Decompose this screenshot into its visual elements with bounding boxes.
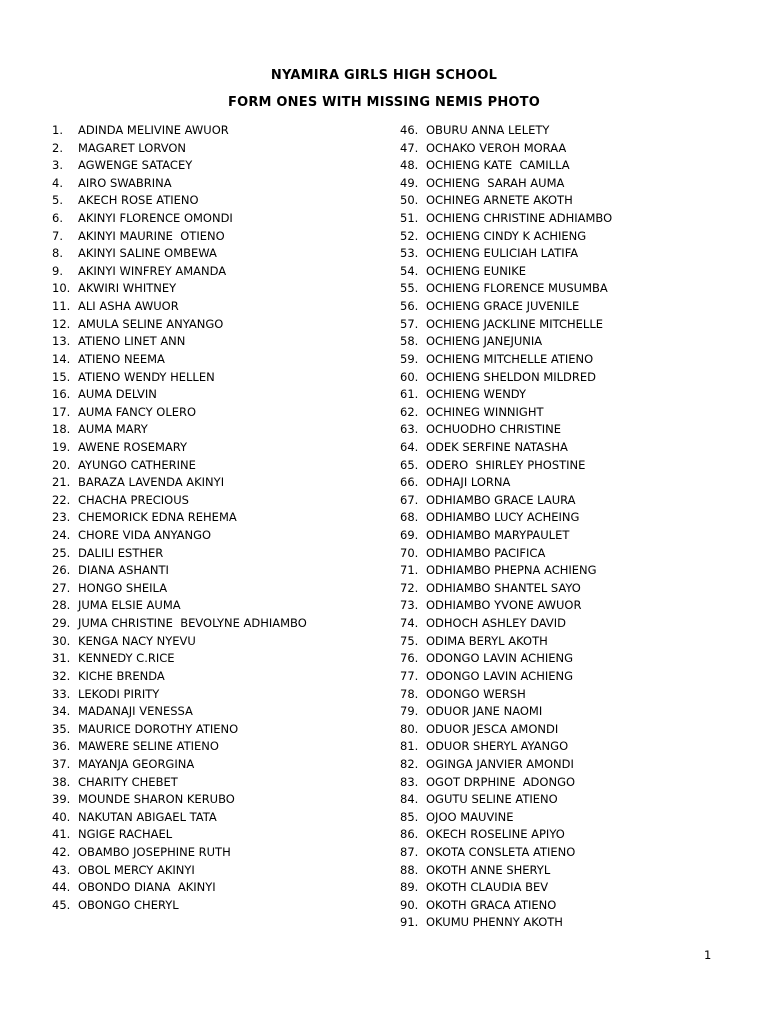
student-name: HONGO SHEILA (78, 580, 168, 595)
list-item (400, 474, 730, 492)
student-name: ODHIAMBO GRACE LAURA (426, 492, 576, 507)
item-number: 43. (52, 862, 71, 877)
list-item (52, 421, 382, 439)
item-number: 79. (400, 704, 419, 719)
list-item (52, 280, 382, 298)
list-item (52, 686, 382, 704)
student-name: MAYANJA GEORGINA (78, 756, 195, 771)
item-number: 33. (52, 686, 71, 701)
list-item (400, 175, 730, 193)
item-number: 46. (400, 123, 419, 137)
item-number: 47. (400, 140, 419, 155)
item-number: 62. (400, 404, 419, 419)
list-item (52, 369, 382, 387)
student-name: MAWERE SELINE ATIENO (78, 739, 219, 754)
student-name: OKUMU PHENNY AKOTH (426, 915, 563, 930)
item-number: 36. (52, 739, 71, 754)
list-item (52, 527, 382, 545)
student-name: OCHIENG EUNIKE (426, 263, 527, 278)
list-item (52, 192, 382, 210)
list-item (52, 844, 382, 862)
student-name: CHORE VIDA ANYANGO (78, 528, 212, 543)
list-item (400, 527, 730, 545)
student-name: OCHIENG EULICIAH LATIFA (426, 246, 579, 261)
student-name: AKINYI SALINE OMBEWA (78, 246, 217, 261)
item-number: 2. (52, 140, 63, 155)
student-list-right (400, 122, 730, 932)
item-number: 40. (52, 809, 71, 824)
list-item (400, 369, 730, 387)
student-name: OCHIENG JANEJUNIA (426, 334, 543, 349)
list-item (52, 210, 382, 228)
item-number: 18. (52, 422, 71, 437)
list-item (400, 862, 730, 880)
student-name: AYUNGO CATHERINE (78, 457, 196, 472)
student-name: OGUTU SELINE ATIENO (426, 792, 558, 807)
list-item (52, 862, 382, 880)
student-name: ODHAJI LORNA (426, 475, 511, 490)
item-number: 56. (400, 299, 419, 314)
item-number: 64. (400, 439, 419, 454)
page-number: 1 (704, 948, 712, 962)
list-item (52, 756, 382, 774)
student-name: ODIMA BERYL AKOTH (426, 633, 548, 648)
item-number: 82. (400, 756, 419, 771)
item-number: 7. (52, 228, 63, 243)
list-item (400, 721, 730, 739)
list-item (400, 351, 730, 369)
item-number: 54. (400, 263, 419, 278)
student-name: OGOT DRPHINE ADONGO (426, 774, 576, 789)
student-name: OJOO MAUVINE (426, 809, 514, 824)
list-item (400, 791, 730, 809)
student-name: AWENE ROSEMARY (78, 439, 188, 454)
list-item (52, 879, 382, 897)
student-name: CHARITY CHEBET (78, 774, 178, 789)
item-number: 38. (52, 774, 71, 789)
student-name: ODHIAMBO SHANTEL SAYO (426, 580, 581, 595)
list-item (52, 351, 382, 369)
student-name: OCHIENG WENDY (426, 387, 527, 402)
list-item (400, 228, 730, 246)
item-number: 63. (400, 422, 419, 437)
list-item (52, 404, 382, 422)
item-number: 29. (52, 616, 71, 631)
list-item (400, 298, 730, 316)
student-name: ATIENO LINET ANN (78, 334, 186, 349)
item-number: 91. (400, 915, 419, 930)
list-item (52, 140, 382, 158)
item-number: 90. (400, 897, 419, 912)
item-number: 78. (400, 686, 419, 701)
student-name: KENGA NACY NYEVU (78, 633, 196, 648)
student-name: OKECH ROSELINE APIYO (426, 827, 565, 842)
student-name: ODHIAMBO MARYPAULET (426, 528, 570, 543)
list-item (52, 509, 382, 527)
student-name: ADINDA MELIVINE AWUOR (78, 123, 229, 137)
item-number: 8. (52, 246, 63, 261)
item-number: 67. (400, 492, 419, 507)
student-name: BARAZA LAVENDA AKINYI (78, 475, 225, 490)
student-name: OKOTA CONSLETA ATIENO (426, 844, 576, 859)
list-item (400, 192, 730, 210)
item-number: 73. (400, 598, 419, 613)
item-number: 11. (52, 299, 71, 314)
item-number: 21. (52, 475, 71, 490)
list-item (52, 580, 382, 598)
student-name: ODHIAMBO PACIFICA (426, 545, 546, 560)
student-name: OCHUODHO CHRISTINE (426, 422, 562, 437)
list-item (400, 421, 730, 439)
list-item (400, 280, 730, 298)
list-item (400, 774, 730, 792)
school-title: NYAMIRA GIRLS HIGH SCHOOL (270, 68, 498, 83)
item-number: 68. (400, 510, 419, 525)
list-item (52, 774, 382, 792)
list-item (52, 545, 382, 563)
item-number: 17. (52, 404, 71, 419)
list-item (52, 721, 382, 739)
student-name: OCHIENG JACKLINE MITCHELLE (426, 316, 603, 331)
item-number: 84. (400, 792, 419, 807)
student-name: ALI ASHA AWUOR (78, 299, 179, 314)
list-item (400, 615, 730, 633)
student-name: OCHIENG FLORENCE MUSUMBA (426, 281, 608, 296)
list-item (52, 474, 382, 492)
item-number: 52. (400, 228, 419, 243)
student-name: AMULA SELINE ANYANGO (78, 316, 224, 331)
student-name: ATIENO NEEMA (78, 351, 165, 366)
student-name: AKINYI FLORENCE OMONDI (78, 211, 233, 226)
item-number: 24. (52, 528, 71, 543)
student-name: OBAMBO JOSEPHINE RUTH (78, 844, 231, 859)
item-number: 23. (52, 510, 71, 525)
item-number: 74. (400, 616, 419, 631)
item-number: 30. (52, 633, 71, 648)
item-number: 72. (400, 580, 419, 595)
student-name: OCHINEG WINNIGHT (426, 404, 544, 419)
student-name: OKOTH ANNE SHERYL (426, 862, 551, 877)
item-number: 71. (400, 563, 419, 578)
item-number: 87. (400, 844, 419, 859)
student-name: ODUOR JANE NAOMI (426, 704, 543, 719)
list-item (400, 263, 730, 281)
list-item (52, 175, 382, 193)
student-name: AUMA FANCY OLERO (78, 404, 197, 419)
item-number: 44. (52, 880, 71, 895)
item-number: 88. (400, 862, 419, 877)
item-number: 80. (400, 721, 419, 736)
item-number: 41. (52, 827, 71, 842)
list-item (52, 245, 382, 263)
student-name: MOUNDE SHARON KERUBO (78, 792, 235, 807)
student-name: OBOL MERCY AKINYI (78, 862, 195, 877)
list-item (400, 333, 730, 351)
student-name: JUMA CHRISTINE BEVOLYNE ADHIAMBO (78, 616, 307, 631)
item-number: 12. (52, 316, 71, 331)
item-number: 83. (400, 774, 419, 789)
list-item (400, 439, 730, 457)
list-item (52, 122, 382, 140)
student-name: OCHIENG MITCHELLE ATIENO (426, 351, 594, 366)
list-item (52, 157, 382, 175)
list-item (400, 914, 730, 932)
list-item (400, 686, 730, 704)
list-item (400, 509, 730, 527)
list-item (52, 897, 382, 915)
list-item (52, 228, 382, 246)
list-item (52, 826, 382, 844)
list-item (52, 386, 382, 404)
list-item (400, 122, 730, 140)
list-item (400, 826, 730, 844)
list-item (52, 703, 382, 721)
item-number: 32. (52, 668, 71, 683)
student-name: DIANA ASHANTI (78, 563, 169, 578)
list-item (400, 316, 730, 334)
item-number: 9. (52, 263, 63, 278)
item-number: 3. (52, 158, 63, 173)
student-name: MADANAJI VENESSA (78, 704, 193, 719)
student-name: NGIGE RACHAEL (78, 827, 173, 842)
item-number: 58. (400, 334, 419, 349)
item-number: 49. (400, 175, 419, 190)
student-name: OCHAKO VEROH MORAA (426, 140, 567, 155)
list-item (400, 492, 730, 510)
item-number: 31. (52, 651, 71, 666)
student-name: ODUOR JESCA AMONDI (426, 721, 559, 736)
list-item (400, 756, 730, 774)
student-name: DALILI ESTHER (78, 545, 164, 560)
student-name: OBURU ANNA LELETY (426, 123, 550, 137)
student-name: KENNEDY C.RICE (78, 651, 175, 666)
list-item (52, 492, 382, 510)
item-number: 34. (52, 704, 71, 719)
list-item (52, 668, 382, 686)
item-number: 51. (400, 211, 419, 226)
list-item (52, 633, 382, 651)
student-name: OCHIENG CHRISTINE ADHIAMBO (426, 211, 613, 226)
item-number: 76. (400, 651, 419, 666)
student-name: ODONGO WERSH (426, 686, 526, 701)
student-name: MAGARET LORVON (78, 140, 187, 155)
list-item (400, 580, 730, 598)
student-name: CHACHA PRECIOUS (78, 492, 189, 507)
item-number: 22. (52, 492, 71, 507)
student-name: ODHIAMBO YVONE AWUOR (426, 598, 582, 613)
item-number: 70. (400, 545, 419, 560)
student-name: OCHINEG ARNETE AKOTH (426, 193, 573, 208)
list-item (400, 703, 730, 721)
item-number: 89. (400, 880, 419, 895)
list-item (52, 615, 382, 633)
student-name: AUMA MARY (78, 422, 148, 437)
item-number: 26. (52, 563, 71, 578)
item-number: 16. (52, 387, 71, 402)
student-name: OGINGA JANVIER AMONDI (426, 756, 574, 771)
list-item (52, 439, 382, 457)
item-number: 42. (52, 844, 71, 859)
item-number: 19. (52, 439, 71, 454)
item-number: 6. (52, 211, 63, 226)
list-item (400, 844, 730, 862)
student-name: ODEK SERFINE NATASHA (426, 439, 568, 454)
item-number: 60. (400, 369, 419, 384)
student-name: AKECH ROSE ATIENO (78, 193, 199, 208)
student-name: MAURICE DOROTHY ATIENO (78, 721, 239, 736)
student-name: OBONDO DIANA AKINYI (78, 880, 216, 895)
item-number: 25. (52, 545, 71, 560)
item-number: 37. (52, 756, 71, 771)
student-name: OCHIENG SARAH AUMA (426, 175, 565, 190)
list-item (52, 457, 382, 475)
list-item (400, 210, 730, 228)
list-item (400, 457, 730, 475)
item-number: 55. (400, 281, 419, 296)
list-item (52, 263, 382, 281)
student-name: AKINYI WINFREY AMANDA (78, 263, 227, 278)
list-item (52, 809, 382, 827)
list-item (400, 650, 730, 668)
list-item (400, 157, 730, 175)
student-name: OCHIENG CINDY K ACHIENG (426, 228, 587, 243)
list-item (52, 791, 382, 809)
item-number: 86. (400, 827, 419, 842)
item-number: 75. (400, 633, 419, 648)
item-number: 59. (400, 351, 419, 366)
list-item (52, 333, 382, 351)
item-number: 69. (400, 528, 419, 543)
list-item (400, 545, 730, 563)
student-name: AGWENGE SATACEY (78, 158, 193, 173)
student-name: ATIENO WENDY HELLEN (78, 369, 215, 384)
item-number: 27. (52, 580, 71, 595)
list-item (52, 650, 382, 668)
student-name: OCHIENG GRACE JUVENILE (426, 299, 580, 314)
student-name: ODUOR SHERYL AYANGO (426, 739, 569, 754)
student-name: ODONGO LAVIN ACHIENG (426, 651, 574, 666)
student-name: OCHIENG SHELDON MILDRED (426, 369, 597, 384)
item-number: 4. (52, 175, 63, 190)
student-name: LEKODI PIRITY (78, 686, 160, 701)
item-number: 66. (400, 475, 419, 490)
item-number: 65. (400, 457, 419, 472)
student-name: AKWIRI WHITNEY (78, 281, 177, 296)
list-item (52, 316, 382, 334)
item-number: 85. (400, 809, 419, 824)
item-number: 1. (52, 123, 63, 137)
item-number: 61. (400, 387, 419, 402)
item-number: 20. (52, 457, 71, 472)
student-name: ODONGO LAVIN ACHIENG (426, 668, 574, 683)
list-item (400, 809, 730, 827)
item-number: 28. (52, 598, 71, 613)
list-item (400, 597, 730, 615)
item-number: 50. (400, 193, 419, 208)
list-item (52, 298, 382, 316)
student-name: OBONGO CHERYL (78, 897, 179, 912)
student-name: ODHIAMBO LUCY ACHEING (426, 510, 580, 525)
item-number: 14. (52, 351, 71, 366)
student-name: OKOTH GRACA ATIENO (426, 897, 557, 912)
item-number: 35. (52, 721, 71, 736)
list-item (400, 404, 730, 422)
item-number: 5. (52, 193, 63, 208)
list-item (400, 386, 730, 404)
item-number: 48. (400, 158, 419, 173)
student-name: JUMA ELSIE AUMA (78, 598, 181, 613)
item-number: 81. (400, 739, 419, 754)
list-item (400, 668, 730, 686)
student-name: CHEMORICK EDNA REHEMA (78, 510, 237, 525)
student-name: ODHOCH ASHLEY DAVID (426, 616, 567, 631)
student-name: KICHE BRENDA (78, 668, 165, 683)
item-number: 77. (400, 668, 419, 683)
item-number: 10. (52, 281, 71, 296)
item-number: 13. (52, 334, 71, 349)
list-item (400, 245, 730, 263)
student-name: NAKUTAN ABIGAEL TATA (78, 809, 217, 824)
list-item (400, 897, 730, 915)
student-name: AIRO SWABRINA (78, 175, 172, 190)
student-name: ODERO SHIRLEY PHOSTINE (426, 457, 586, 472)
list-item (52, 562, 382, 580)
item-number: 57. (400, 316, 419, 331)
item-number: 45. (52, 897, 71, 912)
item-number: 39. (52, 792, 71, 807)
item-number: 53. (400, 246, 419, 261)
list-item (52, 738, 382, 756)
item-number: 15. (52, 369, 71, 384)
list-title: FORM ONES WITH MISSING NEMIS PHOTO (228, 95, 540, 110)
student-name: AKINYI MAURINE OTIENO (78, 228, 225, 243)
student-name: ODHIAMBO PHEPNA ACHIENG (426, 563, 597, 578)
list-item (400, 140, 730, 158)
student-name: AUMA DELVIN (78, 387, 157, 402)
list-item (400, 562, 730, 580)
list-item (400, 633, 730, 651)
student-name: OKOTH CLAUDIA BEV (426, 880, 549, 895)
list-item (400, 738, 730, 756)
list-item (52, 597, 382, 615)
student-list-left (52, 122, 382, 914)
list-item (400, 879, 730, 897)
student-name: OCHIENG KATE CAMILLA (426, 158, 570, 173)
